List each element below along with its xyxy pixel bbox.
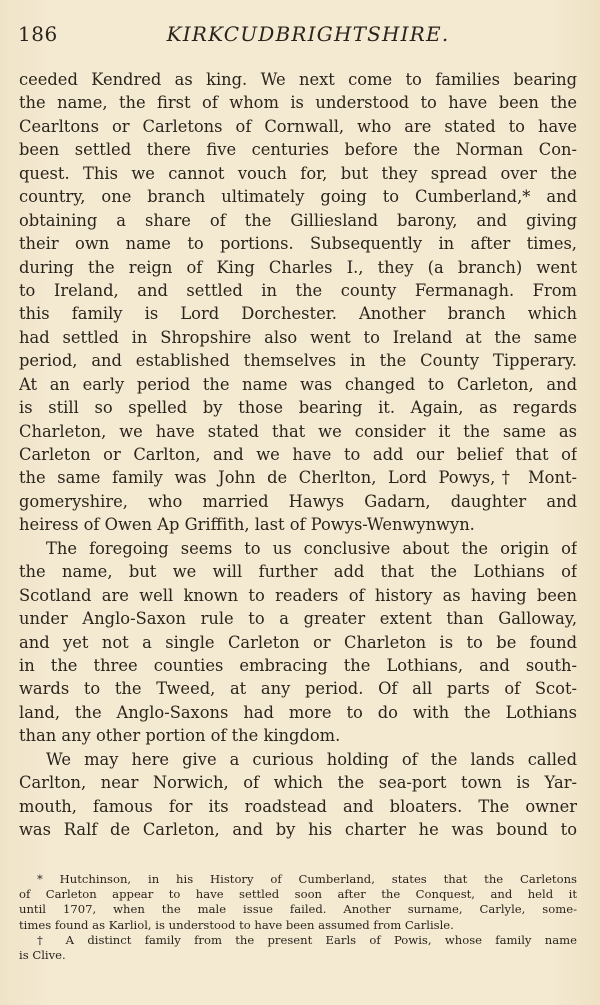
footnote-line: of Carleton appear to have settled soon after the Conquest, and held it xyxy=(19,887,577,902)
text-line: land, the Anglo-Saxons had more to do with the Lothians xyxy=(19,702,577,722)
text-line: Carleton or Carlton, and we have to add our belief that of xyxy=(19,445,577,464)
text-line: ceeded Kendred as king. We next come to families bearing xyxy=(19,70,577,89)
text-line: Carlton, near Norwich, of which the sea-port town is Yar- xyxy=(19,773,577,793)
text-line: We may here give a curious holding of the lands called xyxy=(46,749,577,769)
text-line: quest. This we cannot vouch for, but they spread over the xyxy=(19,163,577,183)
page-number: 186 xyxy=(18,22,58,46)
text-line: during the reign of King Charles I., they (a branch) went xyxy=(19,257,577,277)
text-line: this family is Lord Dorchester. Another branch which xyxy=(19,304,577,324)
text-line: been settled there five centuries before the Norman Con- xyxy=(19,140,577,160)
text-line: Scotland are well known to readers of history as having been xyxy=(19,585,577,605)
text-line: and yet not a single Carleton or Charleton is to be found xyxy=(19,632,577,652)
text-line: period, and established themselves in the County Tipperary. xyxy=(19,351,577,371)
footnotes xyxy=(19,872,577,963)
text-line: their own name to portions. Subsequently in after times, xyxy=(19,234,577,254)
text-line: country, one branch ultimately going to Cumberland,* and xyxy=(19,187,577,207)
footnote-line: † A distinct family from the present Earls of Powis, whose family name xyxy=(37,932,577,947)
text-line: the name, but we will further add that the Lothians of xyxy=(19,562,577,582)
text-line: the name, the first of whom is understood to have been the xyxy=(19,93,577,113)
page-header xyxy=(18,20,578,54)
footnote-line: times found as Karliol, is understood to have been assumed from Carlisle. xyxy=(19,917,454,932)
text-line: under Anglo-Saxon rule to a greater extent than Galloway, xyxy=(19,609,577,629)
text-line: to Ireland, and settled in the county Fermanagh. From xyxy=(19,280,577,300)
footnote-line: is Clive. xyxy=(19,947,66,962)
text-line: was Ralf de Carleton, and by his charter he was bound to xyxy=(19,820,577,839)
footnote-line: until 1707, when the male issue failed. Another surname, Carlyle, some- xyxy=(19,902,577,917)
text-line: mouth, famous for its roadstead and bloaters. The owner xyxy=(19,796,577,816)
main-text xyxy=(19,68,577,841)
text-line: The foregoing seems to us conclusive about the origin of xyxy=(46,538,577,558)
text-line: than any other portion of the kingdom. xyxy=(19,726,341,746)
text-line: had settled in Shropshire also went to Ireland at the same xyxy=(19,327,577,347)
text-line: Charleton, we have stated that we consider it the same as xyxy=(19,421,577,441)
text-line: wards to the Tweed, at any period. Of all parts of Scot- xyxy=(19,679,577,699)
text-line: Cearltons or Carletons of Cornwall, who are stated to have xyxy=(19,116,577,136)
text-line: heiress of Owen Ap Griffith, last of Powys-Wenwynwyn. xyxy=(19,515,475,535)
footnote-line: * Hutchinson, in his History of Cumberland, states that the Carletons xyxy=(37,872,577,886)
text-line: At an early period the name was changed to Carleton, and xyxy=(19,374,577,394)
text-line: the same family was John de Cherlton, Lord Powys,† Mont- xyxy=(19,468,577,488)
text-line: in the three counties embracing the Lothians, and south- xyxy=(19,655,577,675)
text-line: is still so spelled by those bearing it. Again, as regards xyxy=(19,398,577,418)
text-line: obtaining a share of the Gilliesland barony, and giving xyxy=(19,210,577,230)
running-title: KIRKCUDBRIGHTSHIRE. xyxy=(166,22,450,46)
text-line: gomeryshire, who married Hawys Gadarn, daughter and xyxy=(19,491,577,511)
